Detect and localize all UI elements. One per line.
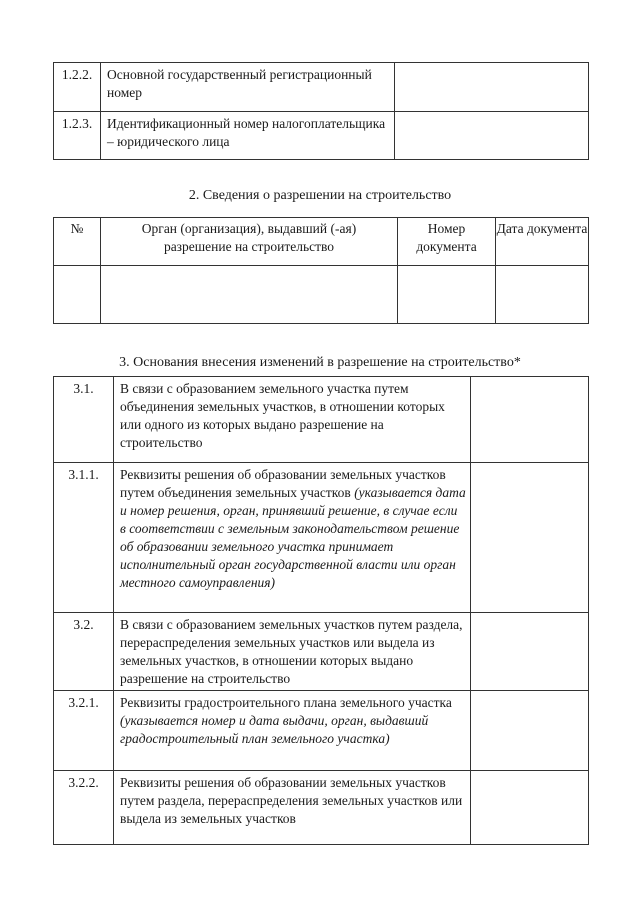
column-header-document-number: Номер документа — [398, 218, 496, 266]
section-heading: 2. Сведения о разрешении на строительство — [188, 188, 452, 203]
column-header-number: № — [54, 218, 101, 266]
row-label — [114, 377, 471, 463]
row-label: Идентификационный номер налогоплательщика – юридического лица — [101, 112, 395, 160]
table-row — [54, 463, 589, 613]
row-label — [114, 613, 471, 691]
row-text: В связи с образованием земельного участка путем объединения земельных участков, в отношении которых или одного из которых выдано разрешение на строительство — [120, 381, 445, 450]
row-label — [114, 691, 471, 771]
organ-cell[interactable] — [101, 266, 398, 324]
row-number: 3.1.1. — [54, 463, 114, 613]
document-date-cell[interactable] — [496, 266, 589, 324]
row-text: Реквизиты решения об образовании земельных участков путем объединения земельных участков — [120, 467, 446, 500]
table-row — [54, 771, 589, 845]
change-grounds-table — [53, 376, 589, 845]
table-header-row — [54, 218, 589, 266]
table-row — [54, 613, 589, 691]
value-cell[interactable] — [471, 463, 589, 613]
permit-info-table — [53, 217, 589, 324]
row-number: 3.2. — [54, 613, 114, 691]
section-heading: 3. Основания внесения изменений в разрешение на строительство* — [119, 355, 521, 370]
value-cell[interactable] — [395, 112, 589, 160]
value-cell[interactable] — [471, 377, 589, 463]
value-cell[interactable] — [471, 771, 589, 845]
row-note: (указывается дата и номер решения, орган, принявший решение, в случае если в соответствии с земельным законодательством решение об образовании земельного участка принимает исполнительный орган государственной власти или орган местного самоуправления) — [120, 485, 466, 590]
table-row — [54, 112, 589, 160]
row-number: 1.2.2. — [54, 63, 101, 112]
row-text: Реквизиты решения об образовании земельных участков путем раздела, перераспределения земельных участков или выдела из земельных участков — [120, 775, 463, 826]
column-header-document-date: Дата документа — [496, 218, 589, 266]
row-text: Реквизиты градостроительного плана земельного участка — [120, 695, 452, 710]
row-label — [114, 771, 471, 845]
row-text: В связи с образованием земельных участков путем раздела, перераспределения земельных участков или выдела из земельных участков, в отношении которых выдано разрешение на строительство — [120, 617, 463, 686]
row-label: Основной государственный регистрационный номер — [101, 63, 395, 112]
row-note: (указывается номер и дата выдачи, орган, выдавший градостроительный план земельного участка) — [120, 713, 429, 746]
table-row — [54, 377, 589, 463]
applicant-details-table — [53, 62, 589, 160]
table-row — [54, 266, 589, 324]
row-number: 3.2.2. — [54, 771, 114, 845]
table-row — [54, 63, 589, 112]
number-cell[interactable] — [54, 266, 101, 324]
value-cell[interactable] — [471, 691, 589, 771]
value-cell[interactable] — [471, 613, 589, 691]
row-number: 1.2.3. — [54, 112, 101, 160]
row-number: 3.1. — [54, 377, 114, 463]
table-row — [54, 691, 589, 771]
row-number: 3.2.1. — [54, 691, 114, 771]
document-number-cell[interactable] — [398, 266, 496, 324]
column-header-organ: Орган (организация), выдавший (-ая) разрешение на строительство — [101, 218, 398, 266]
value-cell[interactable] — [395, 63, 589, 112]
row-label — [114, 463, 471, 613]
